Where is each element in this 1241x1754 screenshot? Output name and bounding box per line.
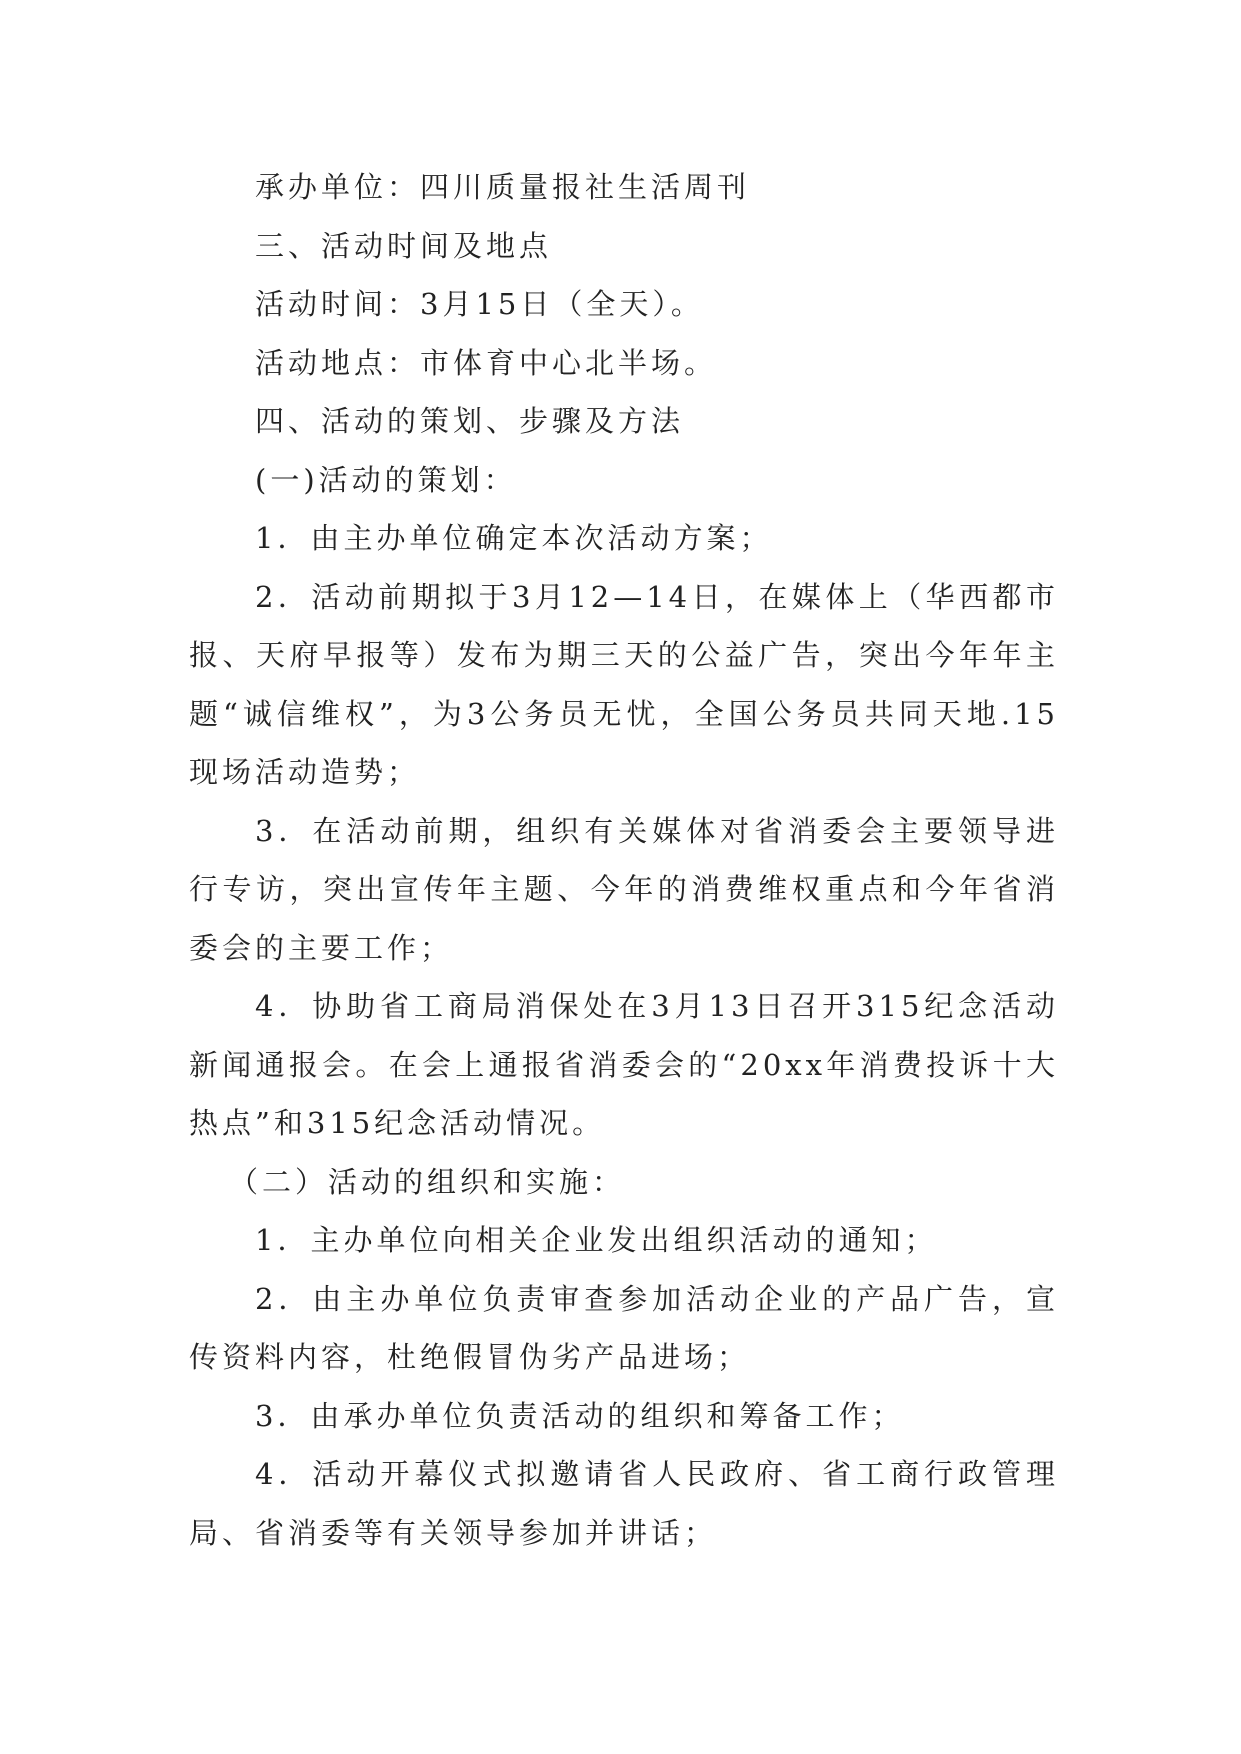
subsection-heading-planning: (一)活动的策划： xyxy=(255,462,517,497)
list-item-implementation-2: 2．由主办单位负责审查参加活动企业的产品广告，宣传资料内容，杜绝假冒伪劣产品进场； xyxy=(189,1281,1059,1374)
document-body xyxy=(189,158,1059,1562)
list-item-planning-4: 4．协助省工商局消保处在3月13日召开315纪念活动新闻通报会。在会上通报省消委会的“20xx年消费投诉十大热点”和315纪念活动情况。 xyxy=(189,989,1059,1140)
list-item-planning-1: 1．由主办单位确定本次活动方案； xyxy=(255,521,773,555)
list-item-planning-2: 2．活动前期拟于3月12—14日，在媒体上（华西都市报、天府早报等）发布为期三天的公益广告，突出今年年主题“诚信维权”，为3公务员无忧，全国公务员共同天地.15现场活动造势； xyxy=(189,579,1059,789)
list-item-planning-3: 3．在活动前期，组织有关媒体对省消委会主要领导进行专访，突出宣传年主题、今年的消费维权重点和今年省消委会的主要工作； xyxy=(189,813,1059,965)
section-heading-planning: 四、活动的策划、步骤及方法 xyxy=(255,404,685,438)
paragraph-event-location: 活动地点：市体育中心北半场。 xyxy=(255,345,718,380)
list-item-implementation-3: 3．由承办单位负责活动的组织和筹备工作； xyxy=(255,1398,905,1433)
paragraph-organizer: 承办单位：四川质量报社生活周刊 xyxy=(255,170,751,204)
paragraph-event-time: 活动时间：3月15日（全天）。 xyxy=(255,287,704,321)
subsection-heading-implementation: （二）活动的组织和实施： xyxy=(229,1164,626,1199)
list-item-implementation-4: 4．活动开幕仪式拟邀请省人民政府、省工商行政管理局、省消委等有关领导参加并讲话； xyxy=(189,1457,1059,1550)
list-item-implementation-1: 1．主办单位向相关企业发出组织活动的通知； xyxy=(255,1223,938,1257)
section-heading-time-place: 三、活动时间及地点 xyxy=(255,228,553,263)
